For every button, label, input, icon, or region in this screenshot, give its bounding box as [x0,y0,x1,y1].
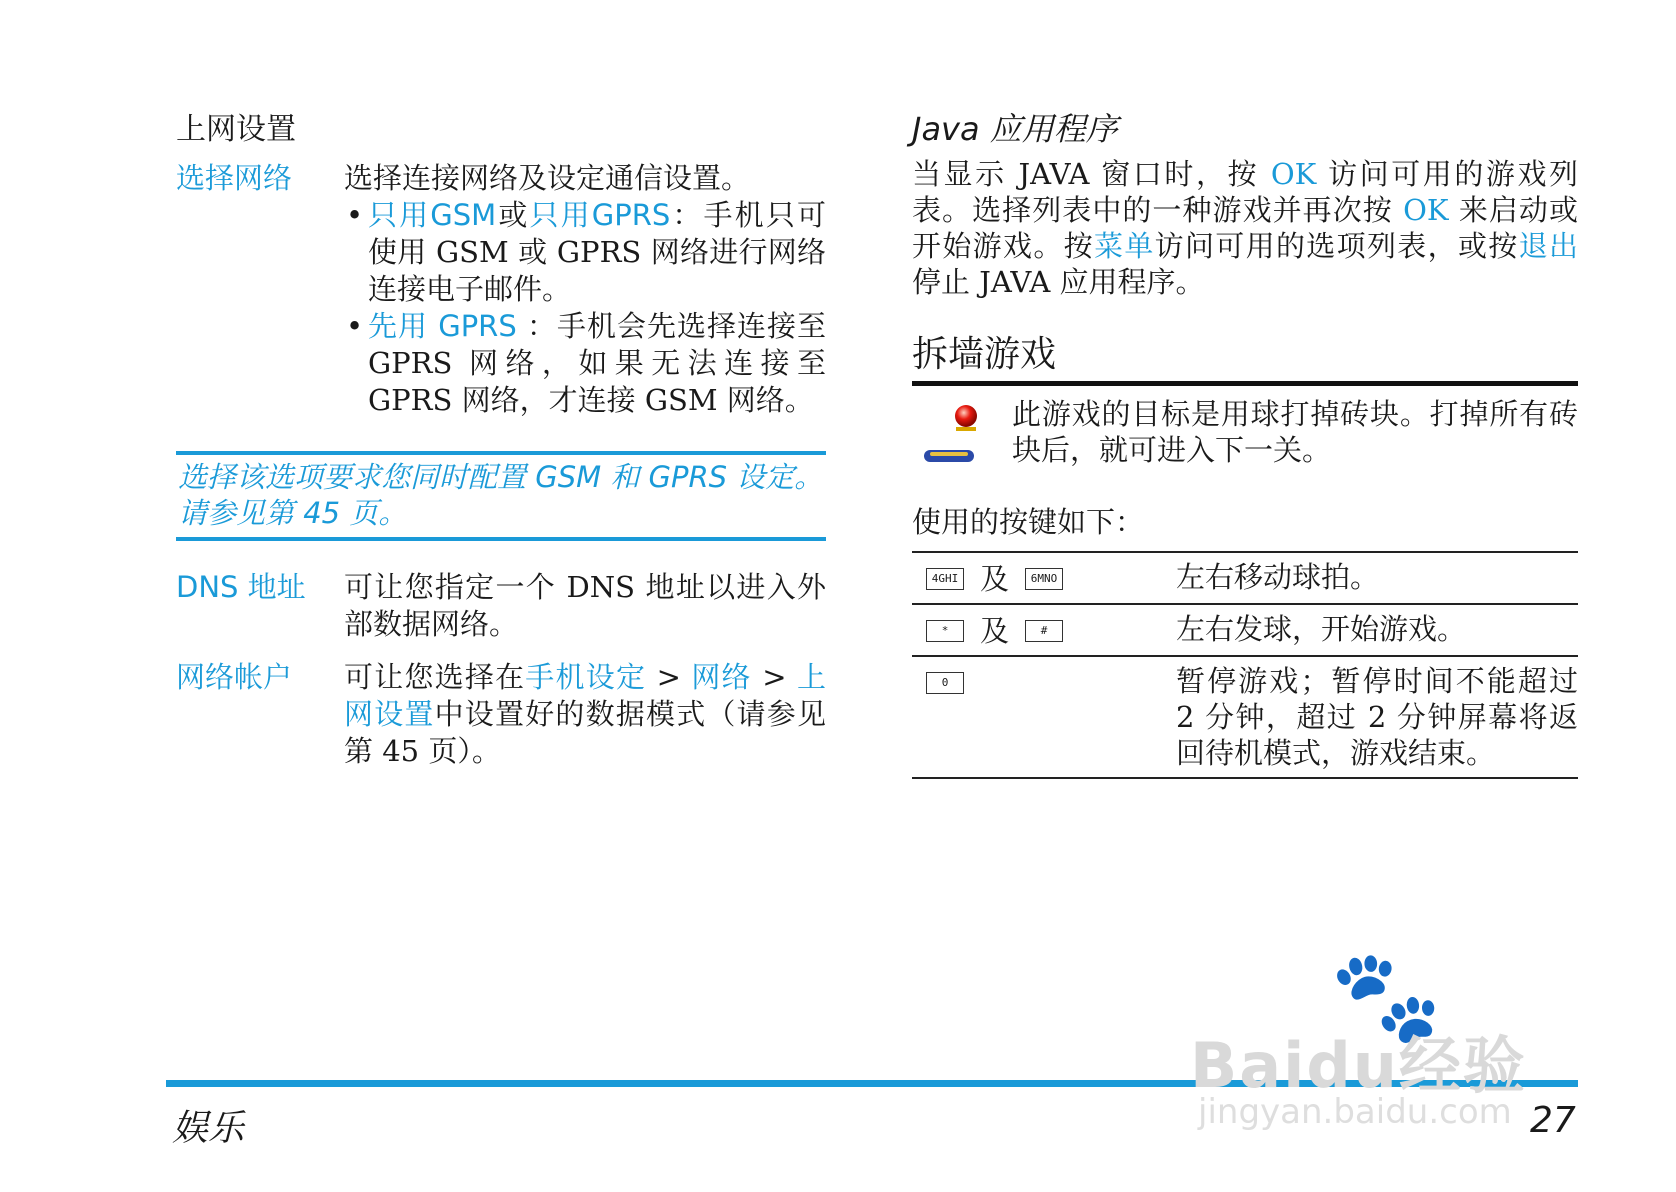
account-text-post: 中设置好的数据模式（请参见第 45 页）。 [344,697,826,768]
keys-cell [912,604,1176,656]
menu-path-internet-settings: 上网设置 [344,660,826,731]
network-options-list [344,197,826,419]
table-row [912,656,1578,778]
baidu-watermark [1190,944,1590,1132]
dns-term: DNS 地址 [176,570,306,604]
key-0-icon: 0 [926,672,964,694]
and-word: 及 [980,614,1010,648]
option-gsm-only: 只用GSM [368,198,497,232]
brick-game-icon [912,396,1012,474]
right-column [912,104,1578,779]
select-network-entry [176,160,826,419]
section-title-internet-settings: 上网设置 [176,112,296,147]
watermark-logo: Baidu经验 [1190,1029,1527,1102]
list-item-gsm-gprs-only [344,197,826,308]
java-text-4: 访问可用的选项列表，或按 [1154,229,1519,263]
footer-section-name: 娱乐 [172,1108,245,1149]
table-row [912,552,1578,604]
paw-icon: 🐾 [1330,944,1443,1049]
java-text-2: 访问可用的游戏列表。选择列表中的一种游戏并再次按 [912,157,1579,227]
menu-path-network: 网络 [691,660,752,694]
java-text-3: 来启动或开始游戏。按 [912,193,1578,263]
key-6-icon: 6MNO [1025,568,1063,590]
option-gprs-first-desc: ：手机会先选择连接至 GPRS 网络，如果无法连接至 GPRS 网络，才连接 GSM 网络。 [368,309,826,417]
key-ok: OK [1270,157,1317,191]
key-ok: OK [1403,193,1449,227]
java-paragraph [912,156,1578,300]
account-entry [176,659,826,770]
left-column [176,104,826,770]
and-word: 及 [980,562,1010,596]
account-text-pre: 可让您选择在 [344,660,526,694]
select-network-definition [344,160,826,419]
keys-table [912,551,1578,779]
option-gsm-gprs-only-desc: ：手机只可使用 GSM 或 GPRS 网络进行网络连接电子邮件。 [368,198,826,306]
select-network-term: 选择网络 [176,161,293,195]
keys-label: 使用的按键如下： [912,505,1145,539]
section-title-java: Java 应用程序 [912,110,1118,148]
list-item-gprs-first [344,308,826,419]
select-network-intro: 选择连接网络及设定通信设置。 [344,161,751,195]
java-text-5: 停止 JAVA 应用程序。 [912,265,1205,299]
key-star-icon: * [926,620,964,642]
watermark-url: jingyan.baidu.com [1198,1092,1512,1132]
game-intro [912,396,1578,474]
section-title-brick-game: 拆墙游戏 [912,326,1578,386]
option-gprs-first: 先用 GPRS [368,309,517,343]
or-word: 或 [496,198,530,232]
account-term: 网络帐户 [176,660,293,694]
table-row [912,604,1578,656]
softkey-menu: 菜单 [1093,229,1155,263]
account-definition [344,659,826,770]
key-4-icon: 4GHI [926,568,964,590]
java-text-1: 当显示 JAVA 窗口时，按 [912,157,1271,191]
menu-path-phone-settings: 手机设定 [525,660,647,694]
dns-text: 可让您指定一个 DNS 地址以进入外部数据网络。 [344,570,826,641]
keys-cell [912,552,1176,604]
key-description: 左右移动球拍。 [1176,560,1380,594]
key-hash-icon: # [1025,620,1063,642]
softkey-exit: 退出 [1518,229,1578,263]
path-separator: > [646,660,692,694]
dns-definition [344,569,826,643]
dns-entry [176,569,826,643]
account-text [344,659,826,770]
option-gprs-only: 只用GPRS [529,198,671,232]
path-separator: > [751,660,797,694]
key-description: 暂停游戏；暂停时间不能超过 2 分钟，超过 2 分钟屏幕将返回待机模式，游戏结束。 [1176,664,1578,770]
page-number: 27 [1530,1100,1576,1141]
key-description: 左右发球，开始游戏。 [1176,612,1467,646]
game-intro-text: 此游戏的目标是用球打掉砖块。打掉所有砖块后，就可进入下一关。 [1012,397,1578,467]
keys-cell [912,656,1176,778]
note-box: 选择该选项要求您同时配置 GSM 和 GPRS 设定。请参见第 45 页。 [176,451,826,541]
